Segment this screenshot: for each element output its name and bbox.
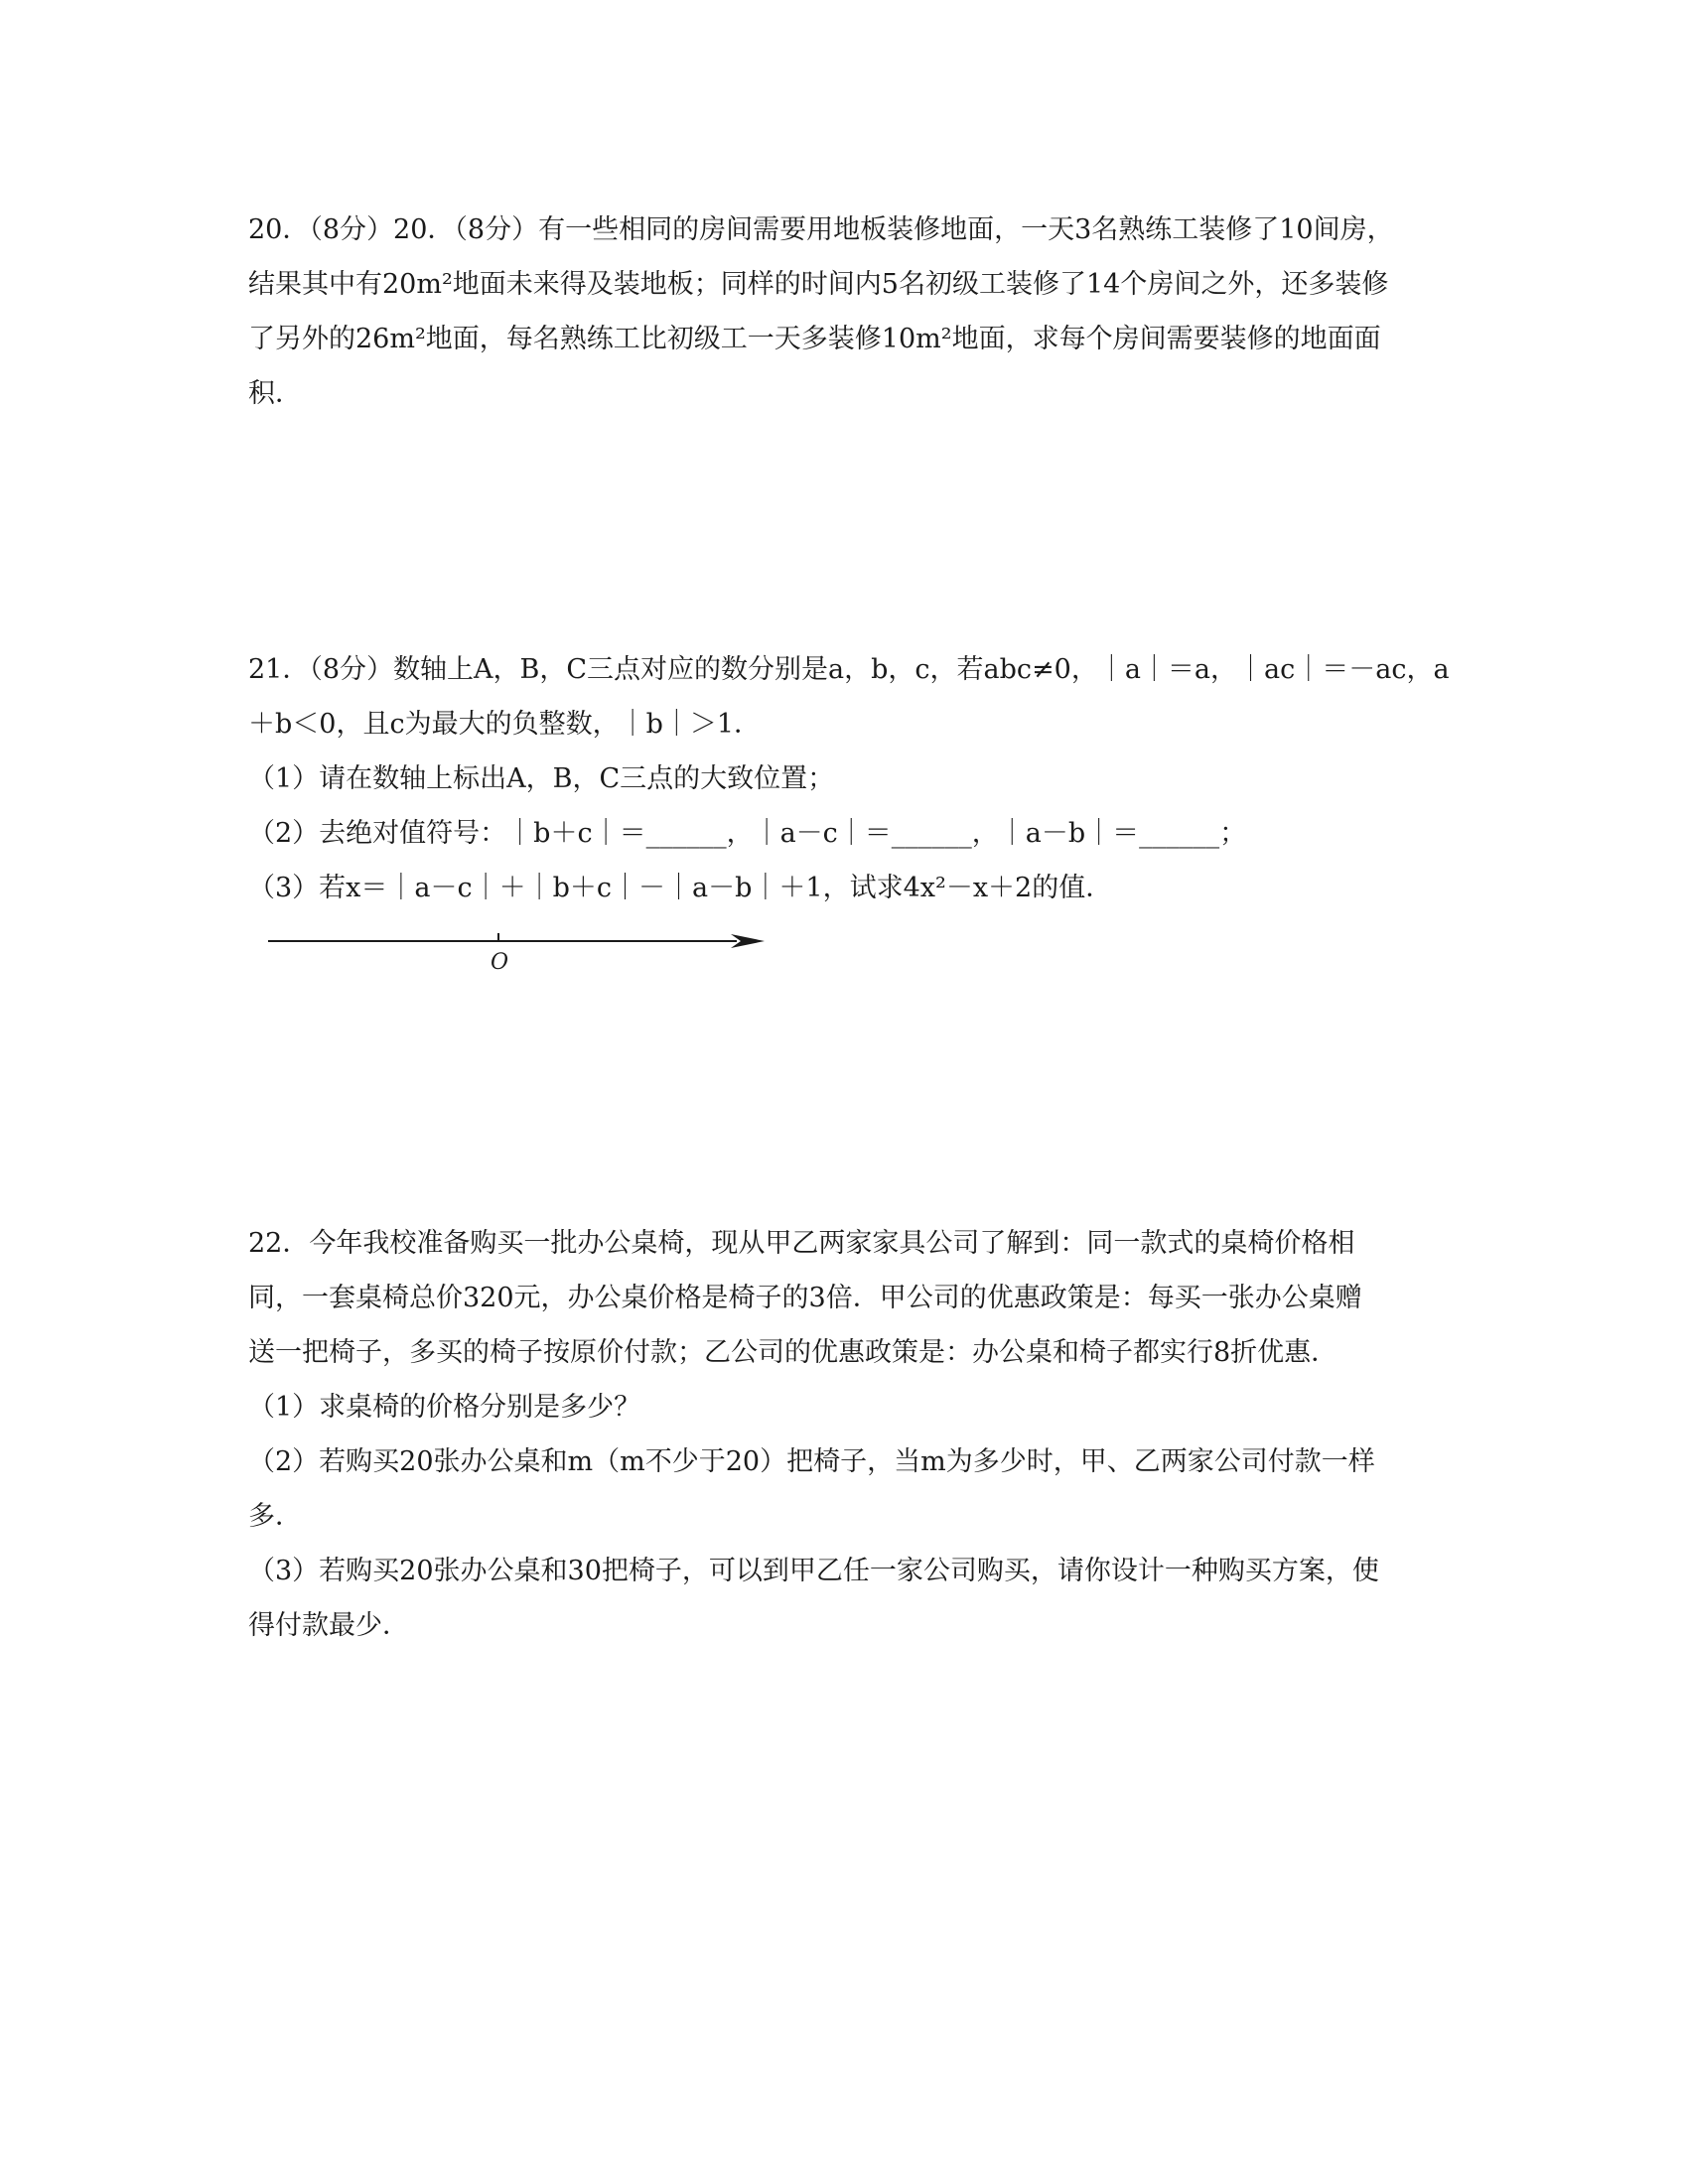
number-line-graphic bbox=[260, 923, 776, 963]
q22-line-1: 22．今年我校准备购买一批办公桌椅，现从甲乙两家家具公司了解到：同一款式的桌椅价格相 bbox=[248, 1228, 1355, 1259]
q20-line-2: 结果其中有20m²地面未来得及装地板；同样的时间内5名初级工装修了14个房间之外，还多装修 bbox=[248, 269, 1389, 300]
number-line bbox=[260, 923, 776, 993]
q22-part-3: （3）若购买20张办公桌和30把椅子，可以到甲乙任一家公司购买，请你设计一种购买方案，使 bbox=[248, 1556, 1379, 1586]
q22-line-2: 同，一套桌椅总价320元，办公桌价格是椅子的3倍．甲公司的优惠政策是：每买一张办公桌赠 bbox=[248, 1283, 1362, 1313]
q21-part-2: （2）去绝对值符号：｜b＋c｜＝______，｜a－c｜＝______，｜a－b｜＝______； bbox=[248, 818, 1247, 849]
q20-line-3: 了另外的26m²地面，每名熟练工比初级工一天多装修10m²地面，求每个房间需要装修的地面面 bbox=[248, 324, 1381, 354]
q22-part-3-cont: 得付款最少． bbox=[248, 1610, 409, 1641]
origin-label: O bbox=[491, 950, 509, 975]
q20-line-1: 20．（8分）20．（8分）有一些相同的房间需要用地板装修地面，一天3名熟练工装修了10间房， bbox=[248, 214, 1394, 245]
q21-part-1: （1）请在数轴上标出A，B，C三点的大致位置； bbox=[248, 763, 835, 794]
q22-line-3: 送一把椅子，多买的椅子按原价付款；乙公司的优惠政策是：办公桌和椅子都实行8折优惠． bbox=[248, 1337, 1338, 1368]
q20-line-4: 积． bbox=[248, 378, 302, 409]
q22-part-2-cont: 多． bbox=[248, 1501, 302, 1532]
q22-part-2: （2）若购买20张办公桌和m（m不少于20）把椅子，当m为多少时，甲、乙两家公司付款一样 bbox=[248, 1446, 1375, 1477]
q21-line-2: ＋b＜0，且c为最大的负整数，｜b｜＞1． bbox=[248, 709, 762, 740]
q21-line-1: 21．（8分）数轴上A，B，C三点对应的数分别是a，b，c，若abc≠0，｜a｜＝a，｜ac｜＝－ac，a bbox=[248, 654, 1450, 685]
q21-part-3: （3）若x＝｜a－c｜＋｜b＋c｜－｜a－b｜＋1，试求4x²－x＋2的值． bbox=[248, 873, 1113, 903]
q22-part-1: （1）求桌椅的价格分别是多少？ bbox=[248, 1392, 641, 1423]
